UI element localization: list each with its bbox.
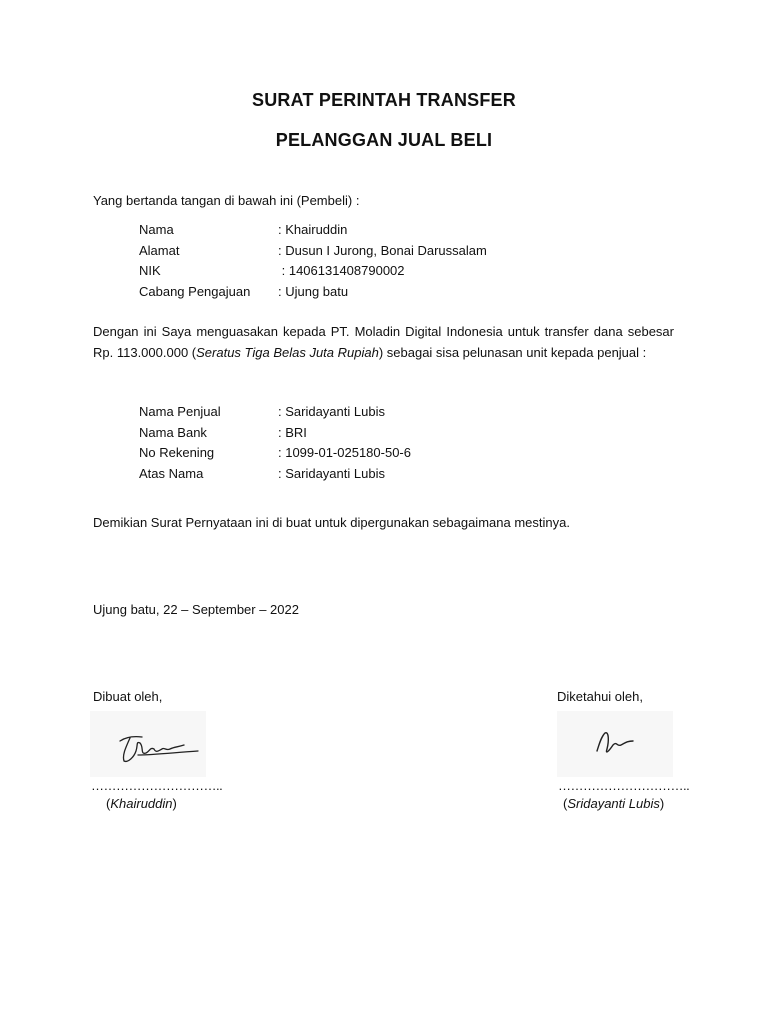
signer-right-name-text: Sridayanti Lubis (567, 796, 660, 811)
seller-label: Nama Bank (139, 425, 207, 440)
signature-left (90, 711, 206, 777)
signature-line-left: ………………………….. (91, 778, 223, 793)
buyer-row-alamat (139, 241, 699, 261)
buyer-row-nik (139, 261, 699, 281)
seller-row-atas-nama (139, 464, 699, 484)
seller-label: Atas Nama (139, 466, 204, 481)
buyer-value: : 1406131408790002 (278, 263, 405, 278)
buyer-label: Alamat (139, 243, 180, 258)
authorization-paragraph (93, 322, 674, 363)
signer-left-name-text: Khairuddin (110, 796, 173, 811)
amount-in-words: Seratus Tiga Belas Juta Rupiah (196, 344, 379, 360)
seller-value: : Saridayanti Lubis (278, 466, 385, 481)
seller-row-nama-penjual (139, 402, 699, 422)
closing-statement: Demikian Surat Pernyataan ini di buat untuk dipergunakan sebagaimana mestinya. (93, 515, 570, 530)
buyer-label: Nama (139, 222, 174, 237)
signature-line-right: ………………………….. (558, 778, 690, 793)
buyer-value: : Dusun I Jurong, Bonai Darussalam (278, 243, 487, 258)
buyer-value: : Ujung batu (278, 284, 349, 299)
paragraph-part2: ) sebagai sisa pelunasan unit kepada penjual : (378, 344, 647, 360)
seller-value: : Saridayanti Lubis (278, 404, 385, 419)
buyer-label: Cabang Pengajuan (139, 284, 251, 299)
signer-left-name: (Khairuddin) (106, 796, 177, 811)
seller-label: No Rekening (139, 445, 215, 460)
paragraph-part1: Dengan ini Saya menguasakan kepada PT. Moladin Digital Indonesia untuk transfer dana sebesar Rp. 113.000.000 ( (93, 324, 674, 360)
seller-value: : BRI (278, 425, 307, 440)
buyer-label: NIK (139, 263, 161, 278)
signer-left-heading: Dibuat oleh, (93, 689, 163, 704)
signer-right-heading: Diketahui oleh, (557, 689, 643, 704)
signature-right (557, 711, 673, 777)
seller-row-no-rekening (139, 443, 699, 463)
letter-subtitle: PELANGGAN JUAL BELI (275, 130, 493, 150)
buyer-value: : Khairuddin (278, 222, 348, 237)
buyer-row-cabang (139, 282, 699, 302)
seller-value: : 1099-01-025180-50-6 (278, 445, 411, 460)
intro-text: Yang bertanda tangan di bawah ini (Pembeli) : (93, 193, 360, 208)
place-date: Ujung batu, 22 – September – 2022 (93, 602, 299, 617)
letter-title: SURAT PERINTAH TRANSFER (252, 90, 516, 110)
seller-label: Nama Penjual (139, 404, 221, 419)
signer-right-name: (Sridayanti Lubis) (563, 796, 665, 811)
buyer-row-nama (139, 220, 699, 240)
seller-row-nama-bank (139, 423, 699, 443)
